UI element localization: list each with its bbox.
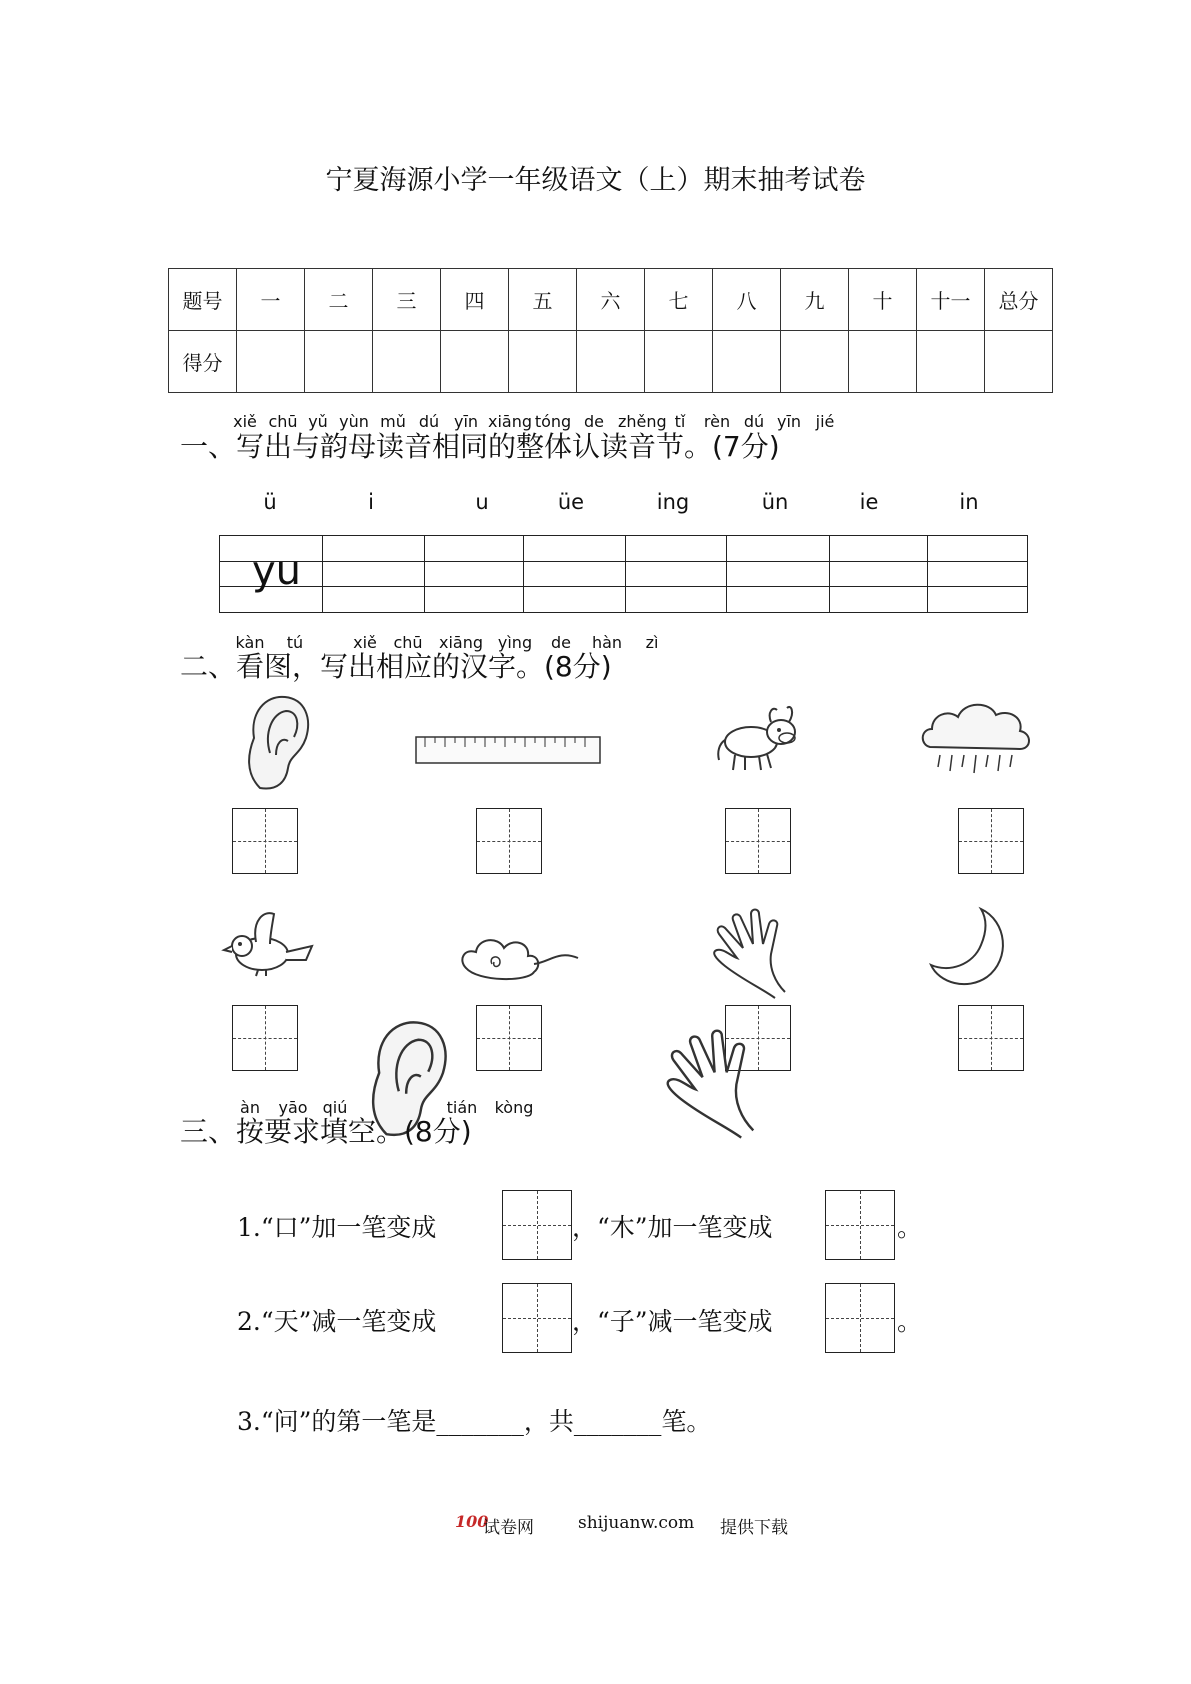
question-2a: 2.“天”减一笔变成 <box>237 1307 437 1336</box>
pinyin: de <box>551 633 571 652</box>
pinyin: tóng <box>534 412 572 431</box>
col-6: 六 <box>577 269 645 331</box>
pinyin: qiú <box>322 1098 348 1117</box>
pinyin: kàn <box>235 633 265 652</box>
score-cell[interactable] <box>577 331 645 393</box>
pinyin: tú <box>286 633 304 652</box>
footer-site[interactable]: shijuanw.com <box>578 1513 695 1533</box>
pinyin: yǔ <box>308 412 328 431</box>
answer-box-bird[interactable] <box>232 1005 298 1071</box>
page-title: 宁夏海源小学一年级语文（上）期末抽考试卷 <box>325 165 866 196</box>
answer-box-q2a[interactable] <box>502 1283 572 1353</box>
pinyin: kòng <box>494 1098 534 1117</box>
col-4: 四 <box>441 269 509 331</box>
section3-heading: 三、按要求填空。(8分) <box>180 1115 472 1148</box>
pinyin: yīn <box>453 412 479 431</box>
answer-box-q1b[interactable] <box>825 1190 895 1260</box>
header-label: 题号 <box>169 269 237 331</box>
score-cell[interactable] <box>713 331 781 393</box>
hand-icon <box>705 904 795 1000</box>
answer-box-cloud[interactable] <box>476 1005 542 1071</box>
score-cell[interactable] <box>645 331 713 393</box>
pinyin: tián <box>446 1098 478 1117</box>
col-8: 八 <box>713 269 781 331</box>
score-cell[interactable] <box>441 331 509 393</box>
footer-brand: 试卷网 <box>483 1518 534 1538</box>
col-10: 十 <box>849 269 917 331</box>
pinyin: zì <box>645 633 659 652</box>
row-label: 得分 <box>169 331 237 393</box>
final: ü <box>263 490 277 514</box>
hand-icon <box>656 1024 766 1140</box>
question-1a: 1.“口”加一笔变成 <box>237 1213 437 1242</box>
bird-icon <box>222 906 316 978</box>
col-11: 十一 <box>917 269 985 331</box>
answer-box-ear[interactable] <box>232 808 298 874</box>
answer-box-moon[interactable] <box>958 1005 1024 1071</box>
pinyin: yùn <box>339 412 369 431</box>
period: 。 <box>897 1213 923 1242</box>
pinyin: dú <box>418 412 440 431</box>
col-total: 总分 <box>985 269 1053 331</box>
pinyin: xiāng <box>439 633 484 652</box>
pinyin: xiě <box>353 633 377 652</box>
question-1b: ，“木”加一笔变成 <box>572 1213 773 1242</box>
pinyin: chū <box>268 412 298 431</box>
answer-box-q1a[interactable] <box>502 1190 572 1260</box>
answer-box-ruler[interactable] <box>476 808 542 874</box>
score-table <box>168 268 1053 393</box>
score-cell[interactable] <box>985 331 1053 393</box>
pinyin: àn <box>240 1098 260 1117</box>
final: in <box>959 490 979 514</box>
score-cell[interactable] <box>305 331 373 393</box>
period: 。 <box>897 1307 923 1336</box>
footer-note: 提供下载 <box>720 1518 788 1538</box>
col-9: 九 <box>781 269 849 331</box>
pinyin: yīn <box>776 412 802 431</box>
pinyin: xiāng <box>488 412 533 431</box>
pinyin: chū <box>393 633 423 652</box>
score-cell[interactable] <box>781 331 849 393</box>
pinyin-writing-grid[interactable] <box>219 535 1028 613</box>
example-answer: yu <box>252 548 302 594</box>
question-2b: ，“子”减一笔变成 <box>572 1307 773 1336</box>
score-cell[interactable] <box>917 331 985 393</box>
moon-icon <box>929 905 1009 987</box>
rain-cloud-icon <box>920 697 1032 781</box>
section1-heading: 一、写出与韵母读音相同的整体认读音节。(7分) <box>180 430 780 463</box>
final: ün <box>761 490 789 514</box>
pinyin: hàn <box>591 633 623 652</box>
question-3: 3.“问”的第一笔是_______，共_______笔。 <box>237 1407 712 1436</box>
pinyin: jié <box>815 412 835 431</box>
score-row <box>169 331 1053 393</box>
cow-icon <box>713 700 803 775</box>
pinyin: xiě <box>233 412 257 431</box>
pinyin: rèn <box>703 412 731 431</box>
score-cell[interactable] <box>237 331 305 393</box>
final: ie <box>859 490 879 514</box>
final: ing <box>656 490 690 514</box>
site-logo: 100 <box>455 1512 489 1531</box>
section2-heading: 二、看图，写出相应的汉字。(8分) <box>180 650 612 683</box>
final: u <box>475 490 489 514</box>
pinyin: de <box>584 412 604 431</box>
col-1: 一 <box>237 269 305 331</box>
pinyin: dú <box>743 412 765 431</box>
answer-box-rain[interactable] <box>958 808 1024 874</box>
pinyin: tǐ <box>674 412 686 431</box>
ruler-icon <box>415 733 603 767</box>
ear-icon <box>240 693 315 793</box>
final: üe <box>557 490 585 514</box>
pinyin: mǔ <box>380 412 406 431</box>
pinyin: zhěng <box>618 412 667 431</box>
col-7: 七 <box>645 269 713 331</box>
cloud-icon <box>458 930 580 986</box>
col-2: 二 <box>305 269 373 331</box>
score-cell[interactable] <box>509 331 577 393</box>
final: i <box>368 490 374 514</box>
answer-box-q2b[interactable] <box>825 1283 895 1353</box>
score-header-row <box>169 269 1053 331</box>
answer-box-cow[interactable] <box>725 808 791 874</box>
pinyin: yāo <box>278 1098 308 1117</box>
col-3: 三 <box>373 269 441 331</box>
col-5: 五 <box>509 269 577 331</box>
score-cell[interactable] <box>373 331 441 393</box>
pinyin: yìng <box>497 633 533 652</box>
score-cell[interactable] <box>849 331 917 393</box>
